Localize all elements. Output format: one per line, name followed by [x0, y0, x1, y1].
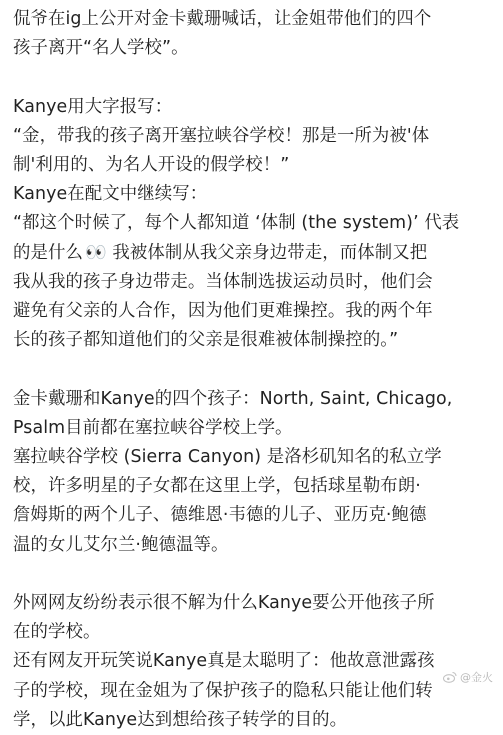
text-line: 孩子离开“名人学校”。: [13, 38, 189, 59]
text-line: 校，许多明星的子女都在这里上学，包括球星勒布朗·: [13, 476, 421, 497]
text-line: 詹姆斯的两个儿子、德维恩·韦德的儿子、亚历克·鲍德: [13, 505, 427, 526]
text-line: 学，以此Kanye达到想给孩子转学的目的。: [13, 709, 348, 730]
text-line: 侃爷在ig上公开对金卡戴珊喊话，让金姐带他们的四个: [13, 9, 432, 29]
text-line: 避免有父亲的人合作，因为他们更难操控。我的两个年: [13, 301, 433, 322]
eyes-emoji-icon: 👀: [84, 242, 107, 263]
text-line: 子的学校，现在金姐为了保护孩子的隐私只能让他们转: [13, 680, 433, 701]
text-line: 金卡戴珊和Kanye的四个孩子：North, Saint, Chicago,: [13, 388, 453, 409]
text-line: 在的学校。: [13, 622, 101, 643]
watermark-text: @金火: [460, 671, 493, 684]
text-line: Psalm目前都在塞拉峡谷学校上学。: [13, 417, 293, 438]
paragraph-intro: [13, 5, 495, 63]
paragraph-netizen-reactions: [13, 589, 495, 735]
text-line: 外网网友纷纷表示很不解为什么Kanye要公开他孩子所: [13, 593, 435, 614]
text-line: “都这个时候了，每个人都知道 ‘体制 (the system)’ 代表: [13, 213, 460, 234]
text-segment: 的是什么: [13, 242, 83, 263]
article-body: [13, 5, 495, 735]
text-line: 塞拉峡谷学校 (Sierra Canyon) 是洛杉矶知名的私立学: [13, 447, 442, 468]
paragraph-school-info: [13, 385, 495, 560]
text-line-with-emoji: [13, 239, 495, 268]
paragraph-kanye-quote: [13, 93, 495, 356]
text-line: 制'利用的、为名人开设的假学校！”: [13, 155, 290, 175]
text-line: “金，带我的孩子离开塞拉峡谷学校！那是一所为被'体: [13, 125, 430, 146]
weibo-logo-icon: [443, 671, 457, 683]
text-line: Kanye在配文中继续写：: [13, 184, 208, 205]
text-line: Kanye用大字报写：: [13, 96, 173, 117]
text-line: 还有网友开玩笑说Kanye真是太聪明了：他故意泄露孩: [13, 651, 435, 672]
text-line: 我从我的孩子身边带走。当体制选拔运动员时，他们会: [13, 271, 433, 292]
weibo-watermark: [443, 669, 493, 685]
text-segment: 我被体制从我父亲身边带走，而体制又把: [106, 242, 428, 263]
text-line: 温的女儿艾尔兰·鲍德温等。: [13, 534, 229, 555]
text-line: 长的孩子都知道他们的父亲是很难被体制操控的。”: [13, 330, 399, 351]
